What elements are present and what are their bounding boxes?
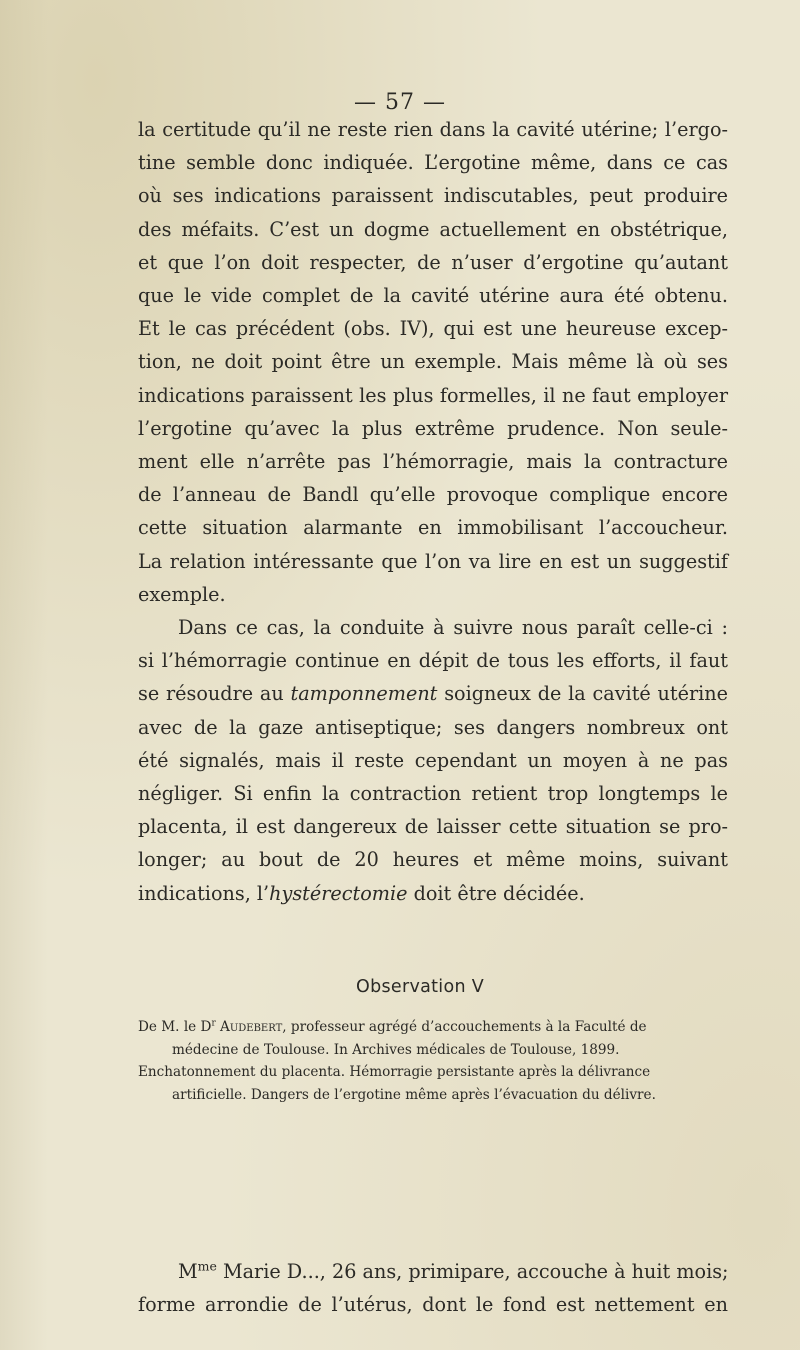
observation-title: Observation V	[356, 977, 484, 997]
summary-line: Enchatonnement du placenta. Hémorragie persistante après la délivrance	[138, 1064, 651, 1080]
text-run: indications, l’	[138, 881, 270, 905]
text-line: Dans ce cas, la conduite à suivre nous paraît celle-ci :	[178, 616, 728, 640]
text-line: ment elle n’arrête pas l’hémorragie, mais la contracture	[138, 450, 728, 474]
text-line: que le vide complet de la cavité utérine aura été obtenu.	[138, 284, 728, 308]
text-run: De M. le D	[138, 1019, 212, 1035]
page-number: — 57 —	[354, 90, 446, 115]
text-line: cette situation alarmante en immobilisant l’accoucheur.	[138, 516, 728, 540]
case-text	[138, 1255, 728, 1321]
superscript: r	[211, 1018, 216, 1029]
text-line: longer; au bout de 20 heures et même moins, suivant	[138, 848, 728, 872]
text-line	[138, 877, 728, 910]
observation-header	[138, 1016, 738, 1106]
text-line: exemple.	[138, 582, 226, 606]
text-run: doit être décidée.	[407, 881, 585, 905]
text-run: se résoudre au	[138, 682, 291, 706]
text-line: tion, ne doit point être un exemple. Mais même là où ses	[138, 350, 728, 374]
text-line: de l’anneau de Bandl qu’elle provoque complique encore	[138, 483, 728, 507]
text-run: M	[178, 1260, 198, 1283]
text-run: , professeur agrégé d’accouchements à la Faculté de	[282, 1019, 647, 1035]
text-line: la certitude qu’il ne reste rien dans la cavité utérine; l’ergo-	[138, 118, 728, 141]
main-body-text	[138, 113, 728, 910]
author-name: Audebert	[220, 1019, 283, 1035]
text-line: La relation intéressante que l’on va lire en est un suggestif	[138, 549, 728, 573]
text-line: placenta, il est dangereux de laisser cette situation se pro-	[138, 815, 728, 839]
text-run: soigneux de la cavité utérine	[437, 682, 729, 706]
italic-term: tamponnement	[290, 682, 438, 706]
text-line: avec de la gaze antiseptique; ses dangers nombreux ont	[138, 715, 728, 739]
text-line: forme arrondie de l’utérus, dont le fond est nettement en	[138, 1293, 728, 1317]
source-line: médecine de Toulouse. In Archives médicales de Toulouse, 1899.	[172, 1041, 620, 1058]
source-line	[138, 1016, 738, 1039]
text-line: Et le cas précédent (obs. IV), qui est une heureuse excep-	[138, 317, 728, 341]
text-line: des méfaits. C’est un dogme actuellement en obstétrique,	[138, 217, 728, 241]
text-line	[138, 1255, 728, 1288]
superscript: me	[197, 1258, 217, 1274]
text-run: Marie D..., 26 ans, primipare, accouche à huit mois;	[216, 1260, 729, 1283]
text-line: et que l’on doit respecter, de n’user d’ergotine qu’autant	[138, 250, 728, 274]
text-line: si l’hémorragie continue en dépit de tous les efforts, il faut	[138, 649, 728, 673]
italic-term: hystérectomie	[269, 881, 408, 905]
text-line: été signalés, mais il reste cependant un moyen à ne pas	[138, 748, 728, 772]
text-line: négliger. Si enfin la contraction retient trop longtemps le	[138, 782, 728, 806]
summary-line: artificielle. Dangers de l’ergotine même après l’évacuation du délivre.	[172, 1086, 656, 1103]
text-line	[138, 677, 728, 710]
text-line: tine semble donc indiquée. L’ergotine même, dans ce cas	[138, 151, 728, 175]
text-line: indications paraissent les plus formelles, il ne faut employer	[138, 383, 728, 407]
text-line: l’ergotine qu’avec la plus extrême prudence. Non seule-	[138, 416, 728, 440]
text-line: où ses indications paraissent indiscutables, peut produire	[138, 184, 728, 208]
